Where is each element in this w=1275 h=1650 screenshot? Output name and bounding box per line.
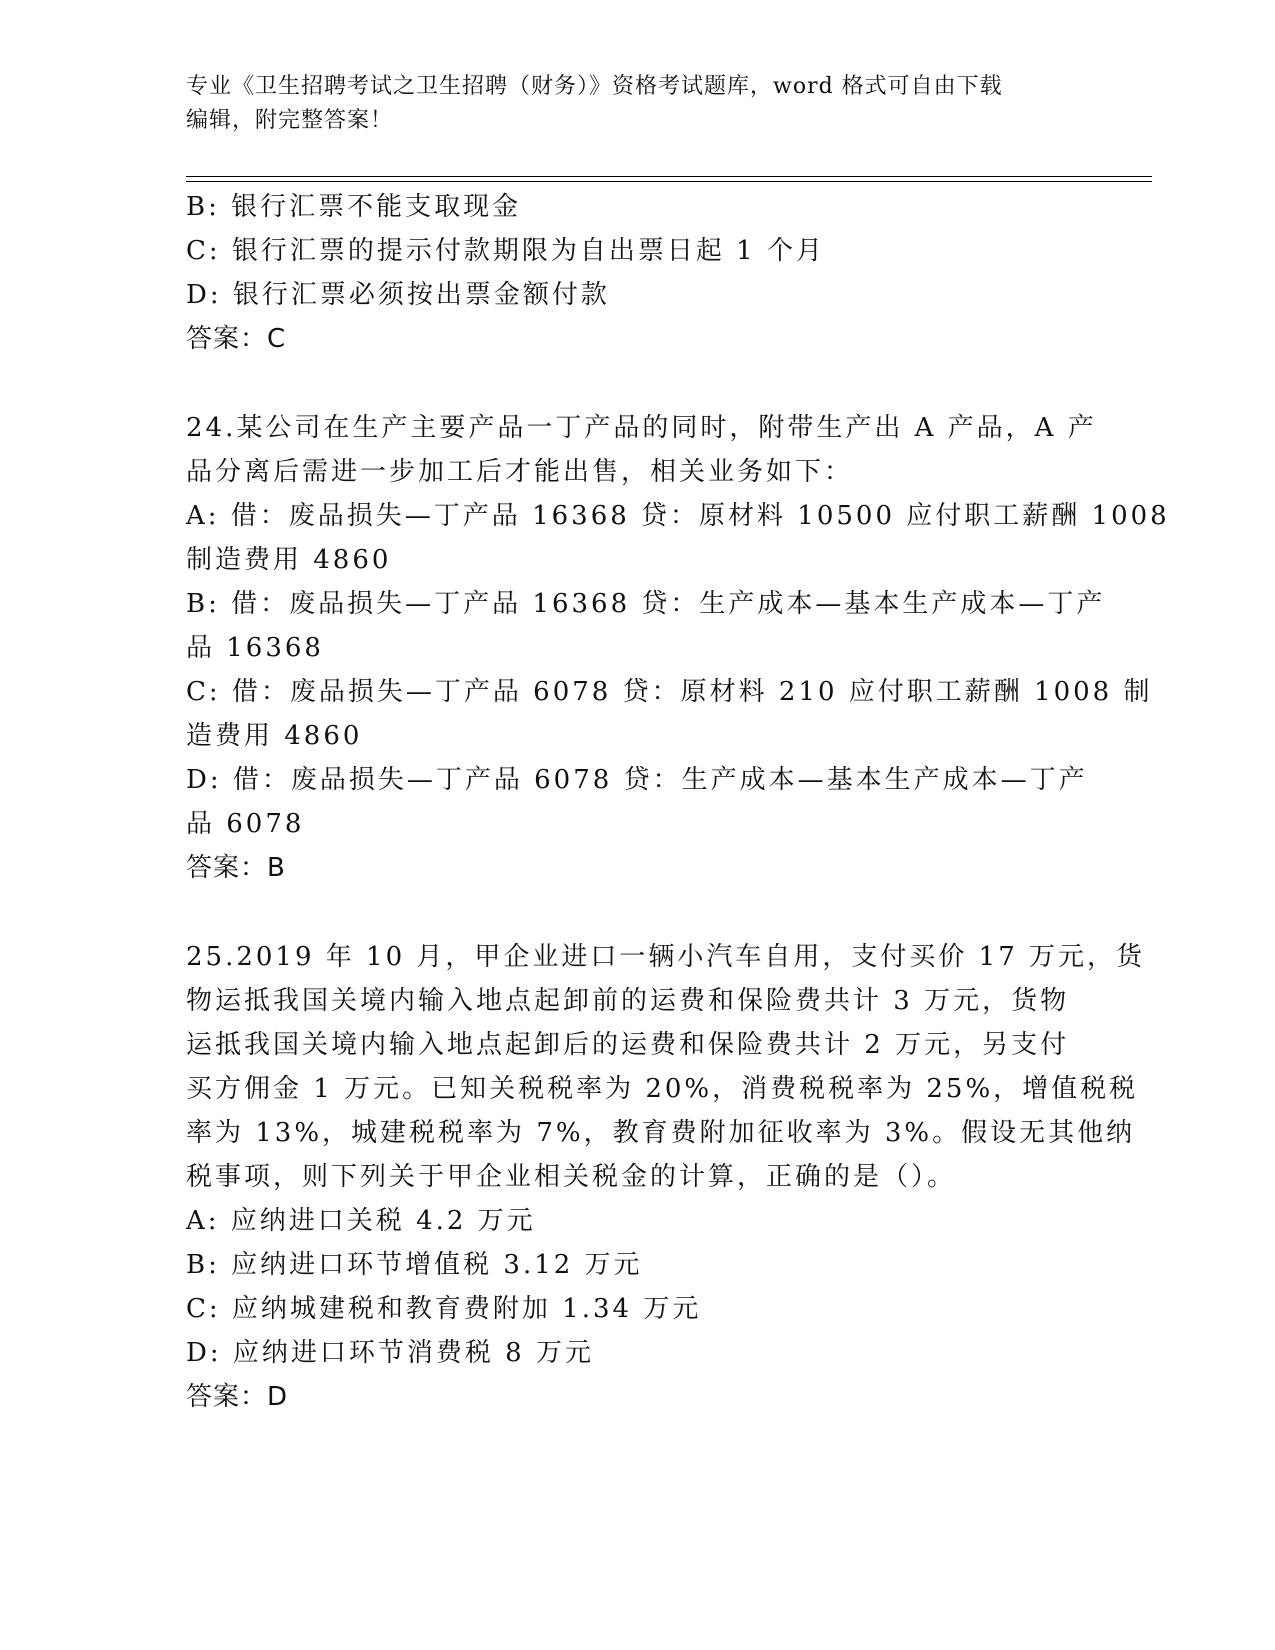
q25-option-a: A: 应纳进口关税 4.2 万元 (186, 1206, 536, 1236)
q24-option-b-line-1: B: 借：废品损失—丁产品 16368 贷：生产成本—基本生产成本—丁产 (186, 589, 1106, 619)
header-divider-bottom (186, 181, 1152, 182)
q24-answer: 答案：B (186, 853, 286, 883)
q23-option-c: C: 银行汇票的提示付款期限为自出票日起 1 个月 (186, 236, 825, 266)
q25-option-d: D: 应纳进口环节消费税 8 万元 (186, 1338, 594, 1368)
q25-stem-line-2: 物运抵我国关境内输入地点起卸前的运费和保险费共计 3 万元，货物 (186, 986, 1070, 1016)
header-divider-top (186, 176, 1152, 177)
q25-option-b: B: 应纳进口环节增值税 3.12 万元 (186, 1250, 643, 1280)
q25-stem-line-6: 税事项，则下列关于甲企业相关税金的计算，正确的是（）。 (186, 1162, 957, 1192)
q23-answer: 答案：C (186, 324, 287, 354)
q23-option-b: B: 银行汇票不能支取现金 (186, 192, 522, 222)
q25-answer: 答案：D (186, 1382, 289, 1412)
q24-stem-line-1: 24.某公司在生产主要产品一丁产品的同时，附带生产出 A 产品，A 产 (186, 413, 1097, 443)
q24-option-b-line-2: 品 16368 (186, 633, 324, 663)
q24-option-c-line-1: C: 借：废品损失—丁产品 6078 贷：原材料 210 应付职工薪酬 1008 制 (186, 677, 1153, 707)
q24-option-a-line-1: A: 借：废品损失—丁产品 16368 贷：原材料 10500 应付职工薪酬 1008 (186, 501, 1170, 531)
q25-stem-line-1: 25.2019 年 10 月，甲企业进口一辆小汽车自用，支付买价 17 万元，货 (186, 942, 1146, 972)
q25-stem-line-4: 买方佣金 1 万元。已知关税税率为 20%，消费税税率为 25%，增值税税 (186, 1074, 1139, 1104)
q24-stem-line-2: 品分离后需进一步加工后才能出售，相关业务如下： (186, 457, 854, 487)
q25-stem-line-3: 运抵我国关境内输入地点起卸后的运费和保险费共计 2 万元，另支付 (186, 1030, 1070, 1060)
q24-option-d-line-2: 品 6078 (186, 809, 305, 839)
q24-option-c-line-2: 造费用 4860 (186, 721, 363, 751)
q23-option-d: D: 银行汇票必须按出票金额付款 (186, 280, 610, 310)
q25-stem-line-5: 率为 13%，城建税税率为 7%，教育费附加征收率为 3%。假设无其他纳 (186, 1118, 1136, 1148)
q24-option-d-line-1: D: 借：废品损失—丁产品 6078 贷：生产成本—基本生产成本—丁产 (186, 765, 1088, 795)
document-header (186, 70, 1066, 138)
header-line-2: 编辑，附完整答案！ (186, 108, 394, 133)
q25-option-c: C: 应纳城建税和教育费附加 1.34 万元 (186, 1294, 702, 1324)
header-line-1: 专业《卫生招聘考试之卫生招聘（财务）》资格考试题库，word 格式可自由下载 (186, 74, 1003, 99)
q24-option-a-line-2: 制造费用 4860 (186, 545, 392, 575)
